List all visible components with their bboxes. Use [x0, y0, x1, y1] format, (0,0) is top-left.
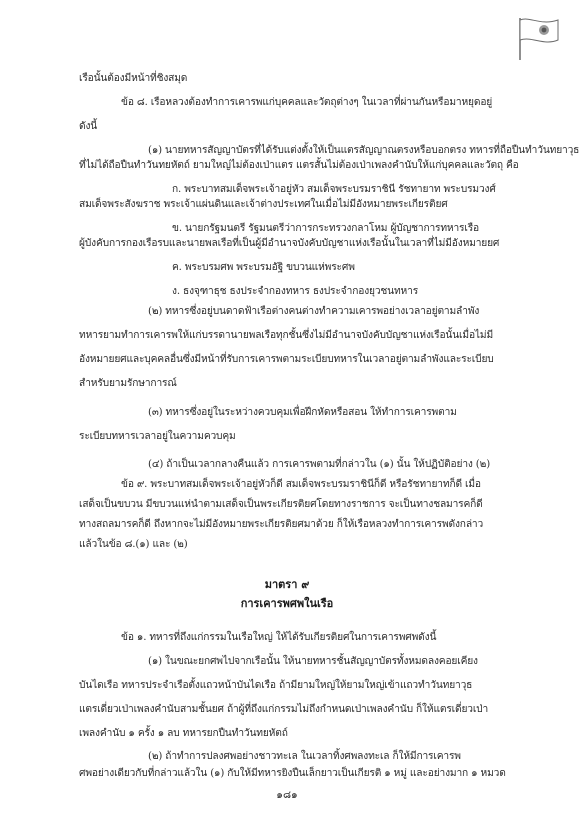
body-line: ก. พระบาทสมเด็จพระเจ้าอยู่หัว สมเด็จพระบรมราชินี รัชทายาท พระบรมวงศ์	[172, 184, 496, 195]
body-line: (๒) ถ้าทำการปลงศพอย่างชาวทะเล ในเวลาทิ้งศพลงทะเล ก็ให้มีการเคารพ	[148, 751, 461, 762]
body-line: ง. ธงจุฑาธุช ธงประจำกองทหาร ธงประจำกองยุวชนทหาร	[172, 286, 419, 297]
body-line: บันไดเรือ ทหารประจำเรือตั้งแถวหน้าบันไดเรือ ถ้ามียามใหญ่ให้ยามใหญ่เข้าแถวทำวันทยาวุธ	[79, 680, 473, 691]
body-line: ศพอย่างเดียวกับที่กล่าวแล้วใน (๑) กับให้มีทหารยิงปืนเล็กยาวเป็นเกียรติ ๑ หมู่ และอย่างมาก ๑ หมวด	[79, 768, 506, 779]
body-line: ทหารยามทำการเคารพให้แก่บรรดานายพลเรือทุกชั้นซึ่งไม่มีอำนาจบังคับบัญชาแห่งเรือนั้นเมื่อไม่มี	[79, 330, 494, 341]
body-line: (๓) ทหารซึ่งอยู่ในระหว่างควบคุมเพื่อฝึกหัดหรือสอน ให้ทำการเคารพตาม	[148, 407, 457, 418]
body-line: แล้วในข้อ ๘.(๑) และ (๒)	[79, 539, 188, 550]
body-line: ระเบียบทหารเวลาอยู่ในความควบคุม	[79, 431, 236, 442]
body-line: ข. นายกรัฐมนตรี รัฐมนตรีว่าการกระทรวงกลาโหม ผู้บัญชาการทหารเรือ	[172, 223, 479, 234]
flag-emblem-icon	[514, 14, 562, 62]
body-line: อังหมายยศและบุคคลอื่นซึ่งมีหน้าที่รับการเคารพตามระเบียบทหารในเวลาอยู่ตามลำพังและระเบียบ	[79, 354, 494, 365]
body-line: ทางสถลมารคก็ดี ถึงหากจะไม่มีอังหมายพระเกียรติยศมาด้วย ก็ให้เรือหลวงทำการเคารพดังกล่าว	[79, 519, 484, 530]
body-line: เสด็จเป็นขบวน มีขบวนแห่นำตามเสด็จเป็นพระเกียรติยศโดยทางราชการ จะเป็นทางชลมารคก็ดี	[79, 499, 483, 510]
body-line: สมเด็จพระสังฆราช พระเจ้าแผ่นดินและเจ้าต่างประเทศในเมื่อไม่มีอังหมายพระเกียรติยศ	[79, 199, 448, 210]
section-number: มาตรา ๙	[264, 578, 310, 591]
body-line: เพลงคำนับ ๑ ครั้ง ๑ ลบ ทหารยกปืนทำวันทยหัตถ์	[79, 728, 288, 739]
body-line: ค. พระบรมศพ พระบรมอัฐิ ขบวนแห่พระศพ	[172, 262, 355, 273]
body-line: ข้อ ๙. พระบาทสมเด็จพระเจ้าอยู่หัวก็ดี สมเด็จพระบรมราชินีก็ดี หรือรัชทายาทก็ดี เมื่อ	[121, 479, 481, 490]
body-line: ผู้บังคับการกองเรือรบและนายพลเรือที่เป็นผู้มีอำนาจบังคับบัญชาแห่งเรือนั้นในเวลาที่ไม่มีอังหมายยศ	[79, 238, 500, 249]
body-line: ดังนี้	[79, 121, 98, 132]
body-line: (๔) ถ้าเป็นเวลากลางคืนแล้ว การเคารพตามที่กล่าวใน (๑) นั้น ให้ปฏิบัติอย่าง (๒)	[148, 459, 491, 470]
body-line: (๒) ทหารซึ่งอยู่บนดาดฟ้าเรือต่างคนต่างทำความเคารพอย่างเวลาอยู่ตามลำพัง	[148, 306, 480, 317]
body-line: ที่ไม่ได้ถือปืนทำวันทยหัตถ์ ยามใหญ่ไม่ต้องเป่าแตร แตรสั้นไม่ต้องเป่าเพลงคำนับให้แก่บุคคลและวัตถุ คือ	[79, 160, 519, 171]
body-line: เรือนั้นต้องมีหน้าที่ชิงสมุด	[79, 73, 188, 84]
page-number: ๑๘๑	[276, 789, 298, 801]
body-line: (๑) นายทหารสัญญาบัตรที่ได้รับแต่งตั้งให้เป็นแตรสัญญาณตรงหรือบอกตรง ทหารที่ถือปืนทำวันทยาวุธ	[148, 145, 579, 156]
body-line: สำหรับยามรักษาการณ์	[79, 378, 177, 389]
body-line: ข้อ ๑. ทหารที่ถึงแก่กรรมในเรือใหญ่ ให้ได้รับเกียรติยศในการเคารพศพดังนี้	[121, 632, 437, 643]
body-line: ข้อ ๘. เรือหลวงต้องทำการเคารพแก่บุคคลและวัตถุต่างๆ ในเวลาที่ผ่านกันหรือมาหยุดอยู่	[121, 97, 493, 108]
body-line: (๑) ในขณะยกศพไปจากเรือนั้น ให้นายทหารชั้นสัญญาบัตรทั้งหมดลงคอยเคียง	[148, 656, 478, 667]
section-title: การเคารพศพในเรือ	[240, 597, 334, 610]
body-line: แตรเดี่ยวเป่าเพลงคำนับสามชั้นยศ ถ้าผู้ที่ถึงแก่กรรมไม่ถึงกำหนดเป่าเพลงคำนับ ก็ให้แตรเดี่ยวเป่า	[79, 704, 489, 715]
